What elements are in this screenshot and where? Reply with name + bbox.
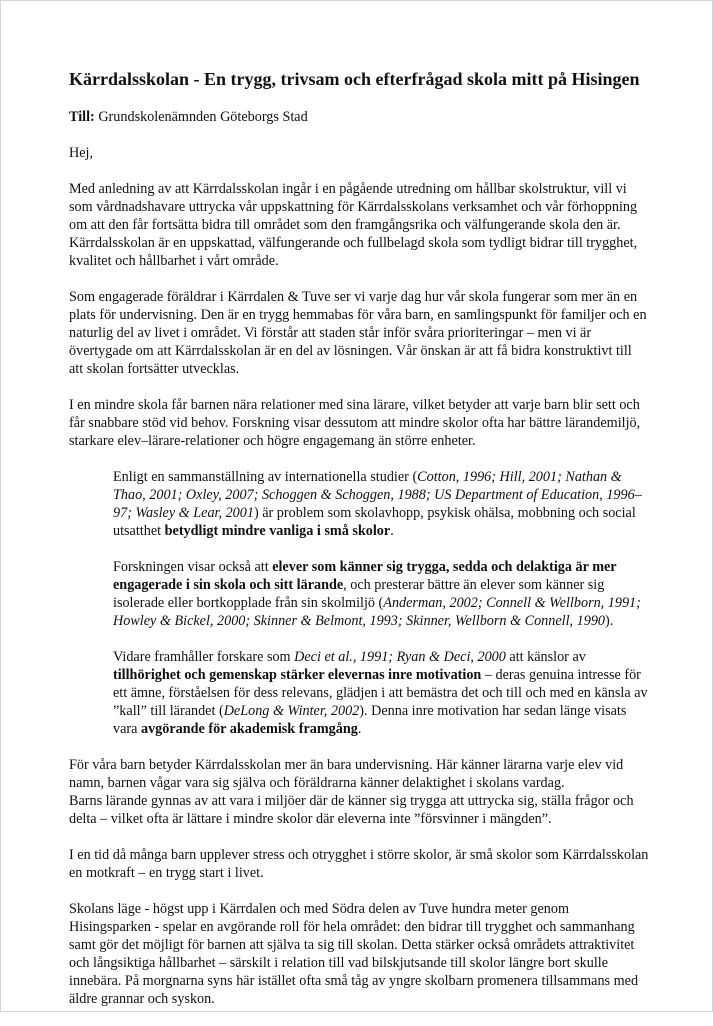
text-run: Vidare framhåller forskare som — [113, 649, 295, 665]
text-run: . — [357, 721, 362, 737]
paragraph-2: Som engagerade föräldrar i Kärrdalen & Tuve ser vi varje dag hur vår skola fungerar som mer än en plats för undervisning. Den är en trygg hemmabas för våra barn, en samlingspunkt för familjer och en naturlig del av livet i området. Vi förstår att staden står inför svåra prioriteringar – men vi är övertygade om att Kärrdalsskolan är en del av lösningen. Vår önskan är att få bidra konstruktivt till att skolan fortsätter utvecklas. — [69, 289, 647, 377]
letter-body — [69, 67, 649, 1026]
citation: Anderman, 2002; Connell & Wellborn, 1991; Howley & Bickel, 2000; Skinner & Belmont, 1993; Skinner, Wellborn & Connell, 1990 — [113, 595, 641, 629]
quote-paragraph-1 — [113, 468, 649, 540]
paragraph-4a: För våra barn betyder Kärrdalsskolan mer än bara undervisning. Här känner lärarna varje elev vid namn, barnen vågar vara sig själva och föräldrarna känner delaktighet i skolans vardag. — [69, 757, 624, 791]
text-run: , och presterar bättre än elever som känner sig isolerade eller bortkopplade från sin skolmiljö ( — [113, 577, 605, 611]
text-run: . — [390, 523, 394, 539]
quote-paragraph-3 — [113, 648, 649, 738]
emphasis: betydligt mindre vanliga i små skolor — [164, 523, 391, 539]
research-quote-block — [113, 468, 649, 738]
text-run: – deras genuina intresse för ett ämne, förståelsen för dess relevans, glädjen i att bemästra det och till och med en känsla av ”kall” till lärandet ( — [113, 667, 648, 719]
paragraph-1: Med anledning av att Kärrdalsskolan ingår i en pågående utredning om hållbar skolstruktur, vill vi som vårdnadshavare uttrycka vår uppskattning för Kärrdalsskolans verksamhet och vår förhoppning om att den får fortsätta bidra till området som den framgångsrika och välfungerande skola den är. Kärrdalsskolan är en uppskattad, välfungerande och fullbelagd skola som tydligt bidrar till trygghet, kvalitet och hållbarhet i vårt område. — [69, 181, 638, 269]
text-run: Enligt en sammanställning av internationella studier ( — [113, 469, 418, 485]
recipient-line — [69, 108, 649, 126]
paragraph-5: I en tid då många barn upplever stress och otrygghet i större skolor, är små skolor som Kärrdalsskolan en motkraft – en trygg start i livet. — [69, 847, 649, 881]
emphasis: avgörande för akademisk framgång — [140, 721, 358, 737]
citation: Deci et al., 1991; Ryan & Deci, 2000 — [294, 649, 506, 665]
citation: DeLong & Winter, 2002 — [223, 703, 360, 719]
recipient-label: Till: — [69, 109, 95, 125]
text-run: att känslor av — [505, 649, 586, 665]
page-title: Kärrdalsskolan - En trygg, trivsam och efterfrågad skola mitt på Hisingen — [69, 69, 640, 89]
text-run: ) är problem som skolavhopp, psykisk ohälsa, mobbning och social utsatthet — [113, 505, 636, 539]
paragraph-3: I en mindre skola får barnen nära relationer med sina lärare, vilket betyder att varje barn blir sett och får snabbare stöd vid behov. Forskning visar dessutom att mindre skolor ofta har bättre lärandemiljö, starkare elev–lärare-relationer och högre engagemang än större enheter. — [69, 397, 641, 449]
text-run: ). — [605, 613, 614, 629]
text-run: Forskningen visar också att — [113, 559, 273, 575]
greeting: Hej, — [69, 145, 94, 161]
paragraph-4b: Barns lärande gynnas av att vara i miljöer där de känner sig trygga att uttrycka sig, ställa frågor och delta – vilket ofta är lättare i mindre skolor där eleverna inte ”försvinner i mängden”. — [69, 793, 634, 827]
recipient-name: Grundskolenämnden Göteborgs Stad — [98, 109, 308, 125]
paragraph-6: Skolans läge - högst upp i Kärrdalen och med Södra delen av Tuve hundra meter genom Hisingsparken - spelar en avgörande roll för hela området: den bidrar till trygghet och sammanhang samt gör det möjligt för barnen att själva ta sig till skolan. Detta stärker också områdets attraktivitet och långsiktiga hållbarhet – särskilt i relation till vad bilskjutsande till skolor längre bort skulle innebära. På morgnarna syns här istället ofta små tåg av yngre skolbarn promenera tillsammans med äldre grannar och syskon. — [69, 901, 639, 1007]
emphasis: tillhörighet och gemenskap stärker elevernas inre motivation — [113, 667, 482, 683]
text-run: ). Denna inre motivation har sedan länge visats vara — [113, 703, 627, 737]
emphasis: elever som känner sig trygga, sedda och delaktiga är mer engagerade i sin skola och sitt lärande — [113, 559, 617, 593]
citation: Cotton, 1996; Hill, 2001; Nathan & Thao, 2001; Oxley, 2007; Schoggen & Schoggen, 1988; US Department of Education, 1996–97; Wasley & Lear, 2001 — [113, 469, 642, 521]
quote-paragraph-2 — [113, 558, 649, 630]
